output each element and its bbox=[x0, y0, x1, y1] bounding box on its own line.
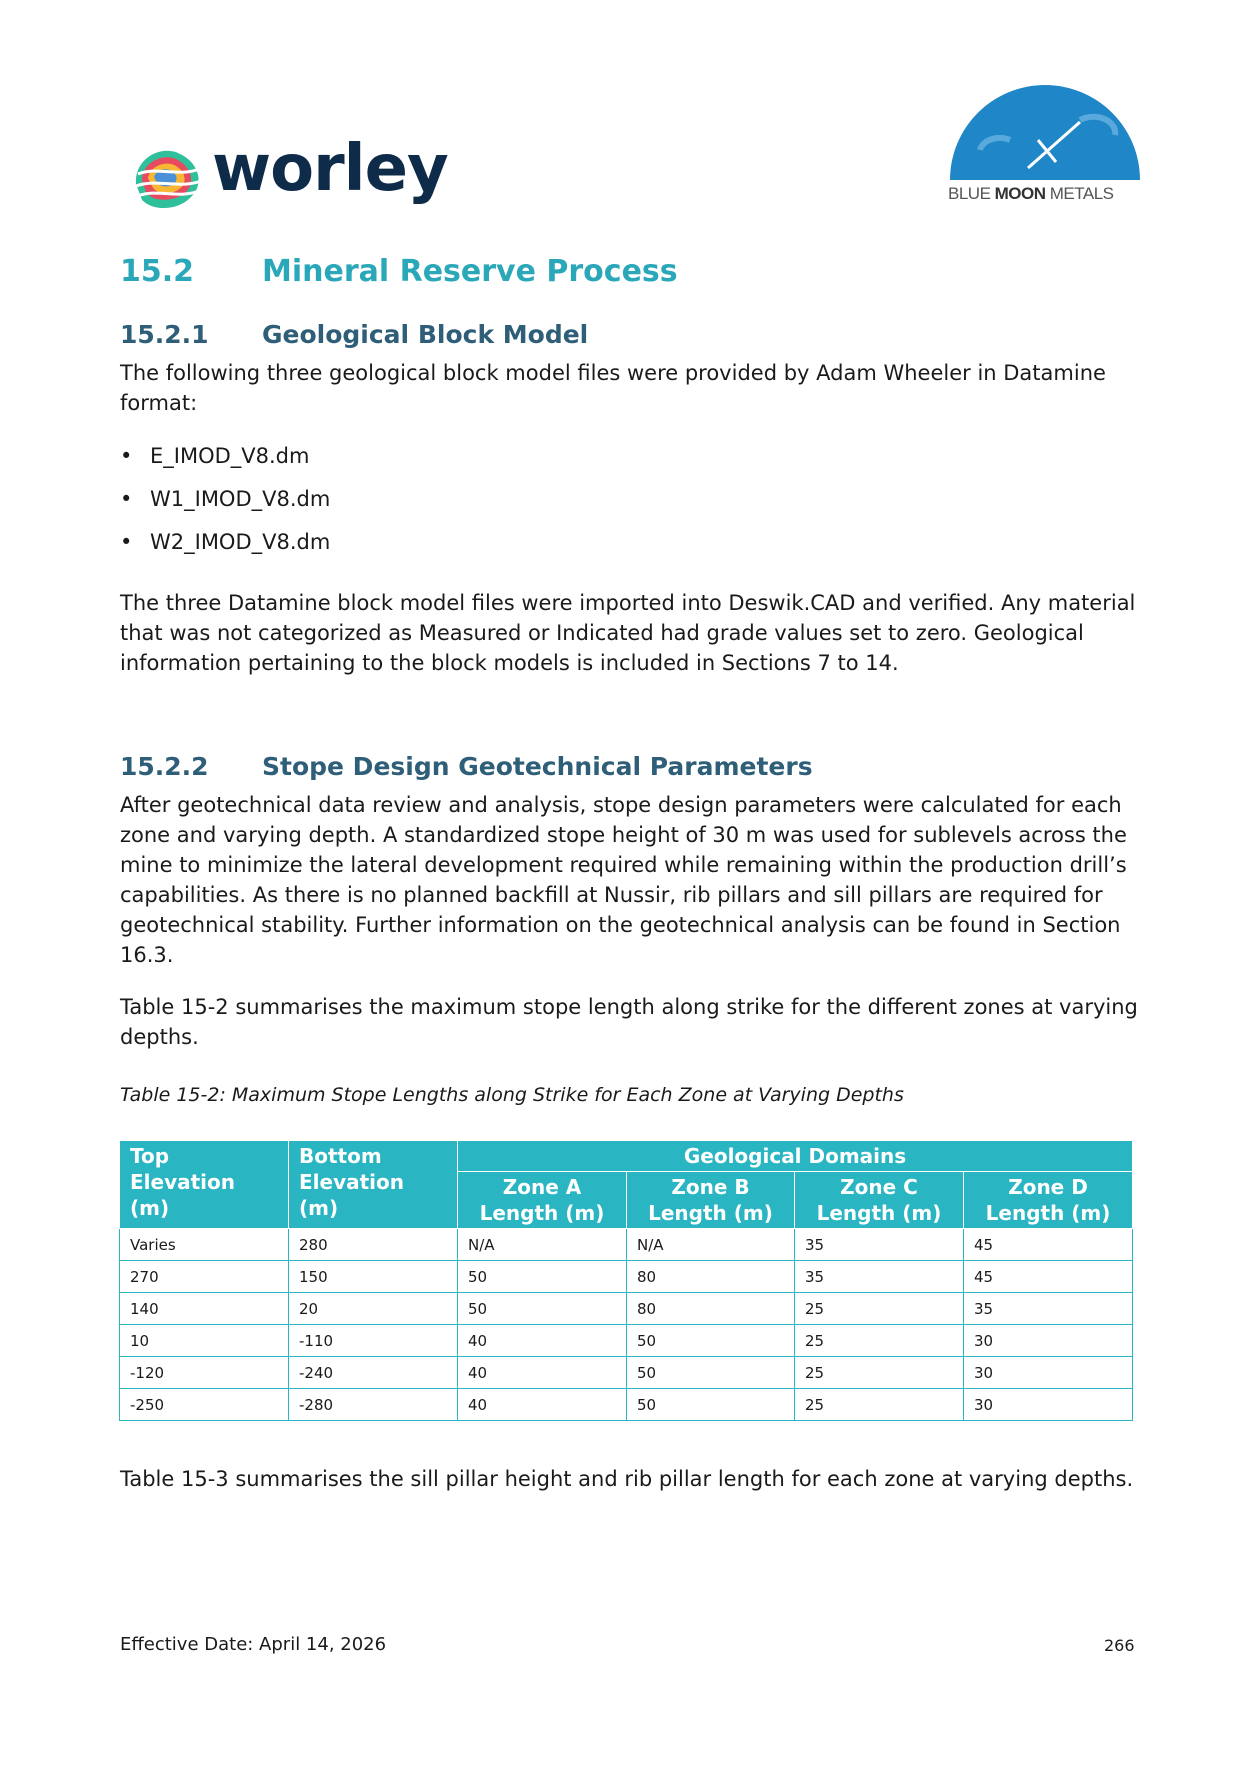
subsection-2-title: Stope Design Geotechnical Parameters bbox=[262, 752, 813, 781]
header-bottom-elevation: Bottom Elevation (m) bbox=[289, 1141, 458, 1229]
table-cell: 30 bbox=[964, 1389, 1133, 1421]
table-cell: 10 bbox=[120, 1325, 289, 1357]
table-cell: 35 bbox=[964, 1293, 1133, 1325]
worley-wordmark: worley bbox=[212, 132, 448, 206]
table-cell: 30 bbox=[964, 1357, 1133, 1389]
table-cell: 45 bbox=[964, 1261, 1133, 1293]
header-zone-d: Zone D Length (m) bbox=[964, 1172, 1133, 1229]
subsection-1-body: The three Datamine block model files were imported into Deswik.CAD and verified. Any material that was not categorized as Measured or Indicated had grade values set to zero. Geological information pertaining to the block models is included in Sections 7 to 14. bbox=[120, 591, 1136, 675]
table-row bbox=[120, 1357, 1133, 1389]
table-row bbox=[120, 1293, 1133, 1325]
subsection-1-intro: The following three geological block model files were provided by Adam Wheeler in Datamine format: bbox=[120, 361, 1106, 415]
list-item: • E_IMOD_V8.dm bbox=[120, 444, 310, 468]
blue-moon-metals-wordmark: BLUE MOON METALS bbox=[948, 184, 1114, 203]
closing-paragraph: Table 15-3 summarises the sill pillar height and rib pillar length for each zone at varying depths. bbox=[120, 1467, 1134, 1491]
table-cell: 50 bbox=[458, 1261, 627, 1293]
table-row bbox=[120, 1229, 1133, 1261]
table-caption: Table 15-2: Maximum Stope Lengths along Strike for Each Zone at Varying Depths bbox=[120, 1084, 904, 1106]
list-item: • W2_IMOD_V8.dm bbox=[120, 530, 331, 554]
stope-lengths-table bbox=[119, 1140, 1133, 1421]
table-cell: 25 bbox=[795, 1357, 964, 1389]
table-cell: 150 bbox=[289, 1261, 458, 1293]
table-cell: 50 bbox=[458, 1293, 627, 1325]
table-cell: 140 bbox=[120, 1293, 289, 1325]
section-number: 15.2 bbox=[120, 254, 195, 289]
table-cell: 25 bbox=[795, 1325, 964, 1357]
subsection-1-title: Geological Block Model bbox=[262, 320, 589, 349]
table-row bbox=[120, 1389, 1133, 1421]
table-cell: 280 bbox=[289, 1229, 458, 1261]
table-cell: 35 bbox=[795, 1261, 964, 1293]
table-cell: 40 bbox=[458, 1325, 627, 1357]
header-zone-b: Zone B Length (m) bbox=[627, 1172, 795, 1229]
table-cell: -110 bbox=[289, 1325, 458, 1357]
table-cell: N/A bbox=[458, 1229, 627, 1261]
table-cell: 25 bbox=[795, 1389, 964, 1421]
table-cell: 40 bbox=[458, 1389, 627, 1421]
moon-icon bbox=[940, 80, 1150, 180]
worley-swirl-icon bbox=[128, 140, 212, 220]
table-row bbox=[120, 1325, 1133, 1357]
subsection-2-body-1: After geotechnical data review and analysis, stope design parameters were calculated for each zone and varying depth. A standardized stope height of 30 m was used for sublevels across the mine to minimize the lateral development required while remaining within the production drill’s capabilities. As there is no planned backfill at Nussir, rib pillars and sill pillars are required for geotechnical stability. Further information on the geotechnical analysis can be found in Section 16.3. bbox=[120, 793, 1127, 967]
header-zone-a: Zone A Length (m) bbox=[458, 1172, 627, 1229]
header-geological-domains: Geological Domains bbox=[458, 1141, 1133, 1172]
subsection-2-number: 15.2.2 bbox=[120, 752, 209, 781]
table-cell: -240 bbox=[289, 1357, 458, 1389]
header-top-elevation: Top Elevation (m) bbox=[120, 1141, 289, 1229]
table-cell: -120 bbox=[120, 1357, 289, 1389]
table-cell: 80 bbox=[627, 1293, 795, 1325]
table-cell: 80 bbox=[627, 1261, 795, 1293]
footer-effective-date: Effective Date: April 14, 2026 bbox=[120, 1634, 387, 1655]
blue-moon-metals-logo bbox=[940, 80, 1150, 210]
subsection-2-body-2: Table 15-2 summarises the maximum stope length along strike for the different zones at varying depths. bbox=[120, 995, 1138, 1049]
table-cell: 40 bbox=[458, 1357, 627, 1389]
header-zone-c: Zone C Length (m) bbox=[795, 1172, 964, 1229]
footer-page-number: 266 bbox=[1104, 1636, 1135, 1655]
table-cell: N/A bbox=[627, 1229, 795, 1261]
subsection-1-number: 15.2.1 bbox=[120, 320, 209, 349]
table-cell: 45 bbox=[964, 1229, 1133, 1261]
table-row bbox=[120, 1261, 1133, 1293]
table-cell: 50 bbox=[627, 1325, 795, 1357]
table-cell: 50 bbox=[627, 1389, 795, 1421]
table-cell: 25 bbox=[795, 1293, 964, 1325]
table-cell: 270 bbox=[120, 1261, 289, 1293]
section-title: Mineral Reserve Process bbox=[262, 254, 678, 289]
table-cell: -280 bbox=[289, 1389, 458, 1421]
table-cell: 30 bbox=[964, 1325, 1133, 1357]
list-item: • W1_IMOD_V8.dm bbox=[120, 487, 331, 511]
table-cell: 20 bbox=[289, 1293, 458, 1325]
table-cell: 50 bbox=[627, 1357, 795, 1389]
worley-logo bbox=[128, 132, 468, 230]
table-cell: Varies bbox=[120, 1229, 289, 1261]
table-cell: 35 bbox=[795, 1229, 964, 1261]
table-cell: -250 bbox=[120, 1389, 289, 1421]
